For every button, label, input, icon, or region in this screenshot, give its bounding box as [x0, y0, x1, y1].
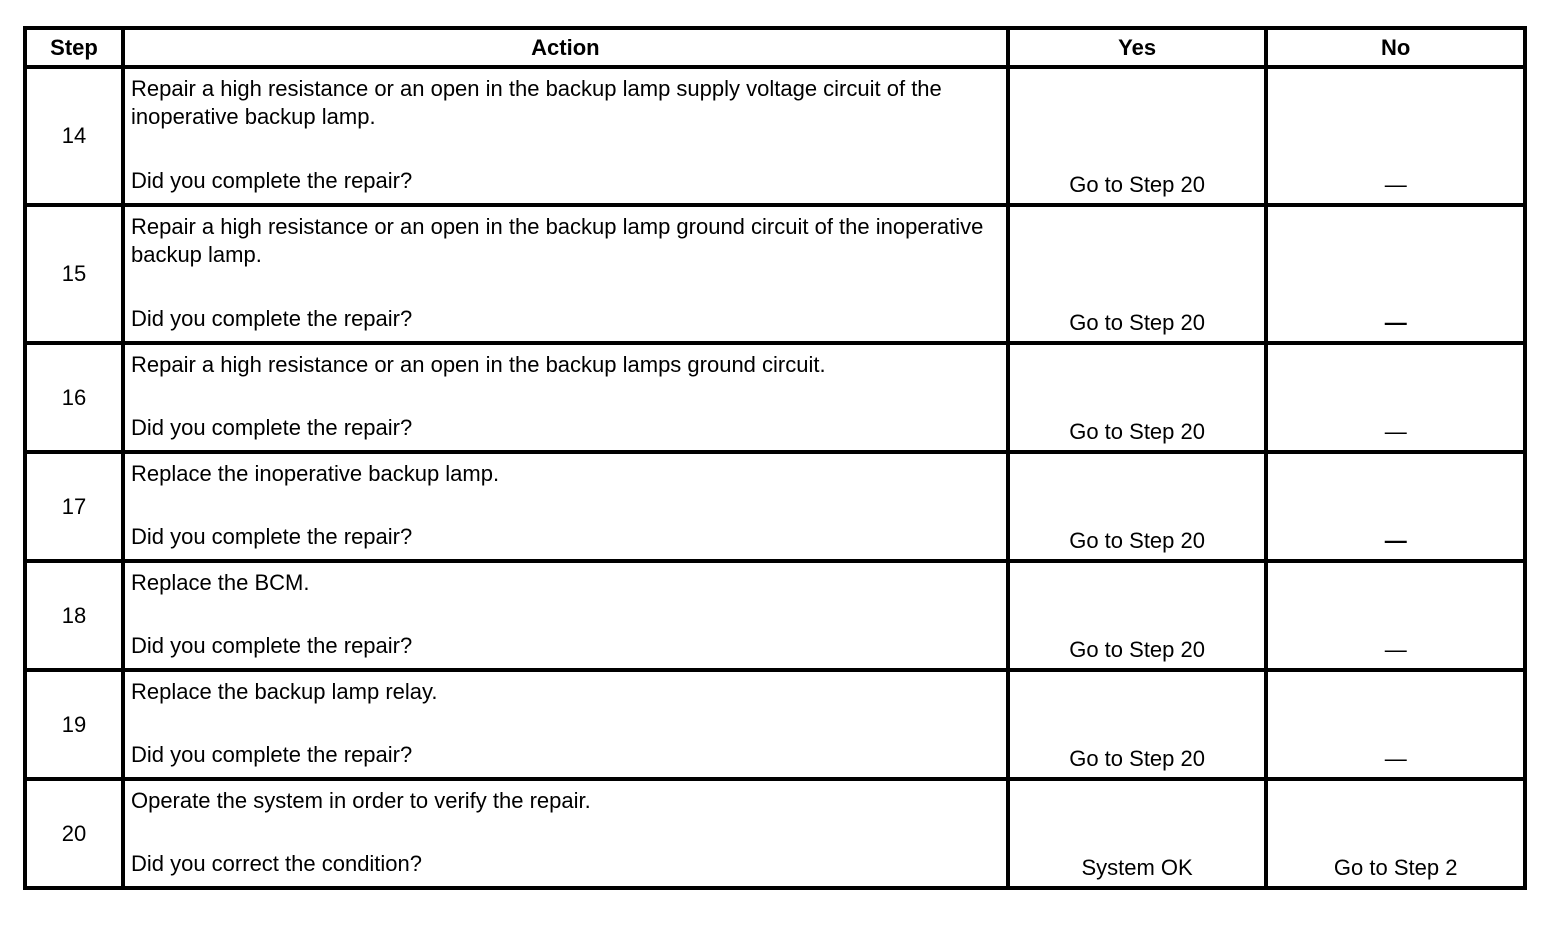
action-text: Operate the system in order to verify the repair. [130, 788, 591, 813]
action-question: Did you correct the condition? [130, 851, 423, 876]
no-result: — [1384, 419, 1407, 444]
table-header [25, 28, 1525, 67]
header-step: Step [25, 28, 123, 67]
yes-result: Go to Step 20 [1069, 528, 1205, 553]
action-text: Repair a high resistance or an open in the backup lamp ground circuit of the inoperative backup lamp. [130, 214, 984, 267]
table-row [25, 452, 1525, 561]
yes-cell [1008, 67, 1267, 205]
no-result: — [1384, 637, 1407, 662]
action-text: Replace the BCM. [130, 570, 310, 595]
yes-result: Go to Step 20 [1069, 310, 1205, 335]
action-question: Did you complete the repair? [130, 633, 413, 658]
step-number: 20 [25, 779, 123, 888]
yes-result: Go to Step 20 [1069, 746, 1205, 771]
no-result: — [1384, 528, 1407, 553]
action-cell [123, 205, 1008, 343]
yes-cell [1008, 205, 1267, 343]
table-row [25, 670, 1525, 779]
action-question: Did you complete the repair? [130, 415, 413, 440]
header-row [25, 28, 1525, 67]
table-body [25, 67, 1525, 888]
yes-cell [1008, 670, 1267, 779]
table-row [25, 561, 1525, 670]
action-cell [123, 670, 1008, 779]
step-number: 14 [25, 67, 123, 205]
table-row [25, 67, 1525, 205]
action-question: Did you complete the repair? [130, 306, 413, 331]
yes-cell [1008, 561, 1267, 670]
action-cell [123, 67, 1008, 205]
diagnostic-table [23, 26, 1527, 890]
no-result: — [1384, 172, 1407, 197]
table-row [25, 779, 1525, 888]
no-cell [1266, 561, 1525, 670]
step-number: 17 [25, 452, 123, 561]
no-cell [1266, 779, 1525, 888]
table-row [25, 205, 1525, 343]
no-cell [1266, 67, 1525, 205]
action-question: Did you complete the repair? [130, 524, 413, 549]
action-cell [123, 343, 1008, 452]
no-cell [1266, 205, 1525, 343]
action-text: Replace the backup lamp relay. [130, 679, 438, 704]
action-cell [123, 779, 1008, 888]
action-text: Repair a high resistance or an open in the backup lamps ground circuit. [130, 352, 826, 377]
yes-result: Go to Step 20 [1069, 172, 1205, 197]
action-text: Replace the inoperative backup lamp. [130, 461, 500, 486]
header-yes: Yes [1008, 28, 1267, 67]
no-result: Go to Step 2 [1333, 855, 1458, 880]
action-question: Did you complete the repair? [130, 742, 413, 767]
step-number: 18 [25, 561, 123, 670]
yes-result: Go to Step 20 [1069, 637, 1205, 662]
no-cell [1266, 343, 1525, 452]
action-question: Did you complete the repair? [130, 168, 413, 193]
action-text: Repair a high resistance or an open in the backup lamp supply voltage circuit of the inoperative backup lamp. [130, 76, 942, 129]
header-no: No [1266, 28, 1525, 67]
action-cell [123, 561, 1008, 670]
yes-cell [1008, 452, 1267, 561]
yes-result: Go to Step 20 [1069, 419, 1205, 444]
step-number: 16 [25, 343, 123, 452]
table-row [25, 343, 1525, 452]
no-cell [1266, 670, 1525, 779]
yes-cell [1008, 779, 1267, 888]
no-cell [1266, 452, 1525, 561]
no-result: — [1384, 310, 1407, 335]
action-cell [123, 452, 1008, 561]
header-action: Action [123, 28, 1008, 67]
yes-result: System OK [1081, 855, 1193, 880]
yes-cell [1008, 343, 1267, 452]
step-number: 19 [25, 670, 123, 779]
no-result: — [1384, 746, 1407, 771]
step-number: 15 [25, 205, 123, 343]
